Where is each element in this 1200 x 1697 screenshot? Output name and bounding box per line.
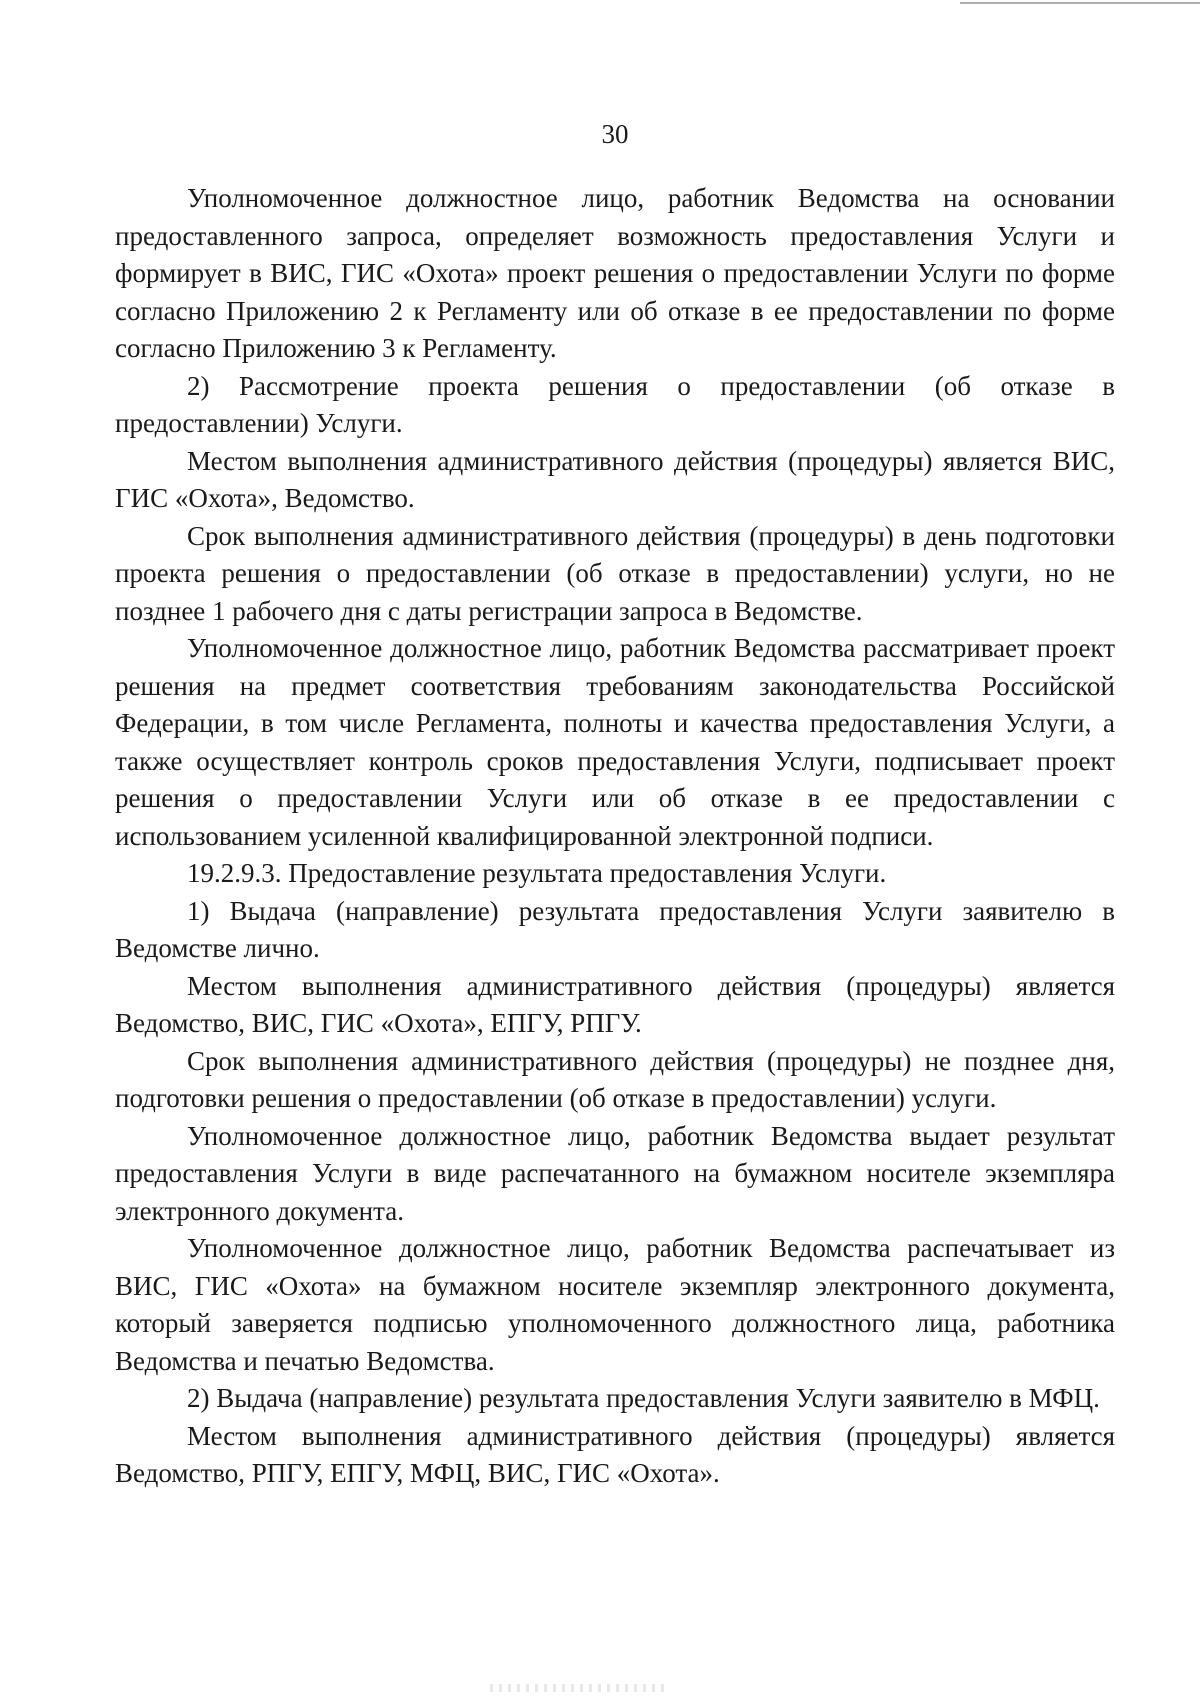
paragraph-term-of-action: Срок выполнения административного действия (процедуры) не позднее дня, подготовки решения о предоставлении (об отказе в предоставлении) услуги. xyxy=(115,1045,1115,1113)
document-body xyxy=(115,180,1115,1493)
paragraph-step-2-review-draft: 2) Рассмотрение проекта решения о предоставлении (об отказе в предоставлении) Услуги. xyxy=(115,370,1115,438)
paragraph-place-of-action: Местом выполнения административного действия (процедуры) является Ведомство, ВИС, ГИС «Охота», ЕПГУ, РПГУ. xyxy=(115,970,1115,1038)
paragraph-authorized-person-issues-result: Уполномоченное должностное лицо, работник Ведомства выдает результат предоставления Услуги в виде распечатанного на бумажном носителе экземпляра электронного документа. xyxy=(115,1120,1115,1226)
section-heading-19-2-9-3: 19.2.9.3. Предоставление результата предоставления Услуги. xyxy=(187,858,887,888)
paragraph-authorized-person-forms-draft: Уполномоченное должностное лицо, работник Ведомства на основании предоставленного запроса, определяет возможность предоставления Услуги и формирует в ВИС, ГИС «Охота» проект решения о предоставлении Услуги по форме согласно Приложению 2 к Регламенту или об отказе в ее предоставлении по форме согласно Приложению 3 к Регламенту. xyxy=(115,183,1115,363)
scan-edge-rule xyxy=(960,2,1200,4)
paragraph-authorized-person-prints-document: Уполномоченное должностное лицо, работник Ведомства распечатывает из ВИС, ГИС «Охота» на бумажном носителе экземпляр электронного документа, который заверяется подписью уполномоченного должностного лица, работника Ведомства и печатью Ведомства. xyxy=(115,1233,1115,1376)
paragraph-place-of-action: Местом выполнения административного действия (процедуры) является Ведомство, РПГУ, ЕПГУ, МФЦ, ВИС, ГИС «Охота». xyxy=(115,1420,1115,1488)
paragraph-term-of-action: Срок выполнения административного действия (процедуры) в день подготовки проекта решения о предоставлении (об отказе в предоставлении) услуги, но не позднее 1 рабочего дня с даты регистрации запроса в Ведомстве. xyxy=(115,520,1115,626)
paragraph-authorized-person-reviews: Уполномоченное должностное лицо, работник Ведомства рассматривает проект решения на предмет соответствия требованиям законодательства Российской Федерации, в том числе Регламента, полноты и качества предоставления Услуги, а также осуществляет контроль сроков предоставления Услуги, подписывает проект решения о предоставлении Услуги или об отказе в ее предоставлении с использованием усиленной квалифицированной электронной подписи. xyxy=(115,633,1115,851)
scan-artifact xyxy=(490,1684,670,1692)
paragraph-place-of-action: Местом выполнения административного действия (процедуры) является ВИС, ГИС «Охота», Ведомство. xyxy=(115,445,1115,513)
paragraph-step-1-issue-in-office: 1) Выдача (направление) результата предоставления Услуги заявителю в Ведомстве лично. xyxy=(115,895,1115,963)
paragraph-step-2-issue-in-mfc: 2) Выдача (направление) результата предоставления Услуги заявителю в МФЦ. xyxy=(187,1383,1100,1413)
page-number: 30 xyxy=(601,119,629,149)
